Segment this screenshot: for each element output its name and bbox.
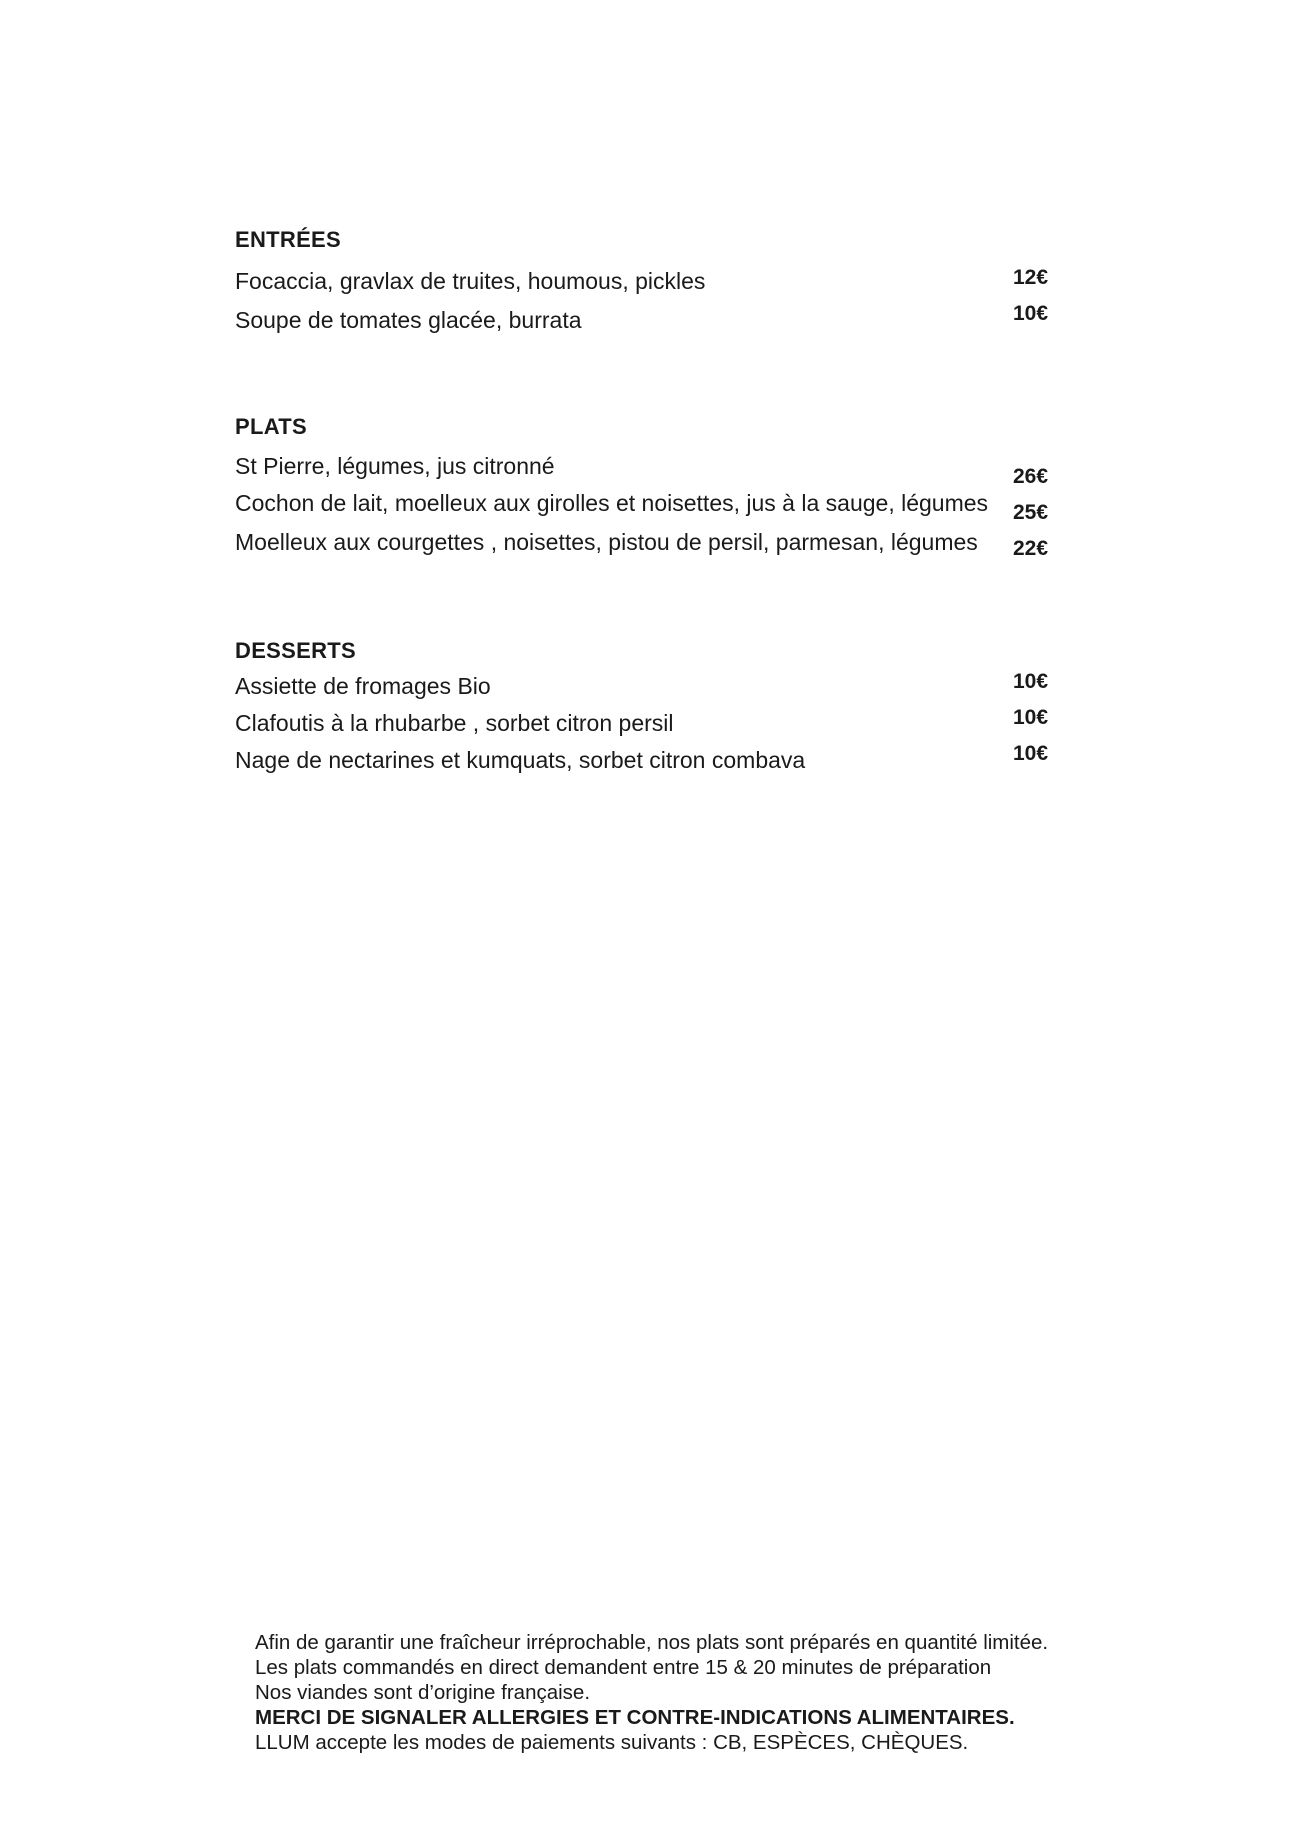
menu-item-price: 25€ xyxy=(1013,501,1049,524)
menu-item-name: Cochon de lait, moelleux aux girolles et noisettes, jus à la sauge, légumes xyxy=(235,490,989,516)
menu-item-price: 12€ xyxy=(1013,266,1049,289)
footer-notice xyxy=(255,1630,1048,1755)
menu-item-price: 10€ xyxy=(1013,670,1049,693)
menu-item-price: 22€ xyxy=(1013,537,1049,560)
menu-item-name: Soupe de tomates glacée, burrata xyxy=(235,307,582,333)
menu-item-name: Clafoutis à la rhubarbe , sorbet citron persil xyxy=(235,710,674,736)
menu-item-price: 26€ xyxy=(1013,465,1049,488)
section-title-entrees: ENTRÉES xyxy=(235,227,342,252)
menu-item-name: St Pierre, légumes, jus citronné xyxy=(235,453,555,479)
footer-allergy-warning: MERCI DE SIGNALER ALLERGIES ET CONTRE-INDICATIONS ALIMENTAIRES. xyxy=(255,1706,1015,1729)
menu-item-name: Focaccia, gravlax de truites, houmous, pickles xyxy=(235,268,706,294)
menu-item-price: 10€ xyxy=(1013,706,1049,729)
menu-item-price: 10€ xyxy=(1013,742,1049,765)
footer-payment-methods: LLUM accepte les modes de paiements suivants : CB, ESPÈCES, CHÈQUES. xyxy=(255,1731,969,1754)
section-title-desserts: DESSERTS xyxy=(235,638,356,663)
footer-freshness-note: Afin de garantir une fraîcheur irréprochable, nos plats sont préparés en quantité limitée. xyxy=(255,1631,1049,1654)
footer-preparation-time-note: Les plats commandés en direct demandent entre 15 & 20 minutes de préparation xyxy=(255,1656,992,1679)
menu-item-name: Nage de nectarines et kumquats, sorbet citron combava xyxy=(235,747,806,773)
section-title-plats: PLATS xyxy=(235,414,307,439)
footer-meat-origin-note: Nos viandes sont d’origine française. xyxy=(255,1681,591,1704)
menu-item-name: Moelleux aux courgettes , noisettes, pistou de persil, parmesan, légumes xyxy=(235,529,978,555)
menu-item-price: 10€ xyxy=(1013,302,1049,325)
menu-item-name: Assiette de fromages Bio xyxy=(235,673,491,699)
